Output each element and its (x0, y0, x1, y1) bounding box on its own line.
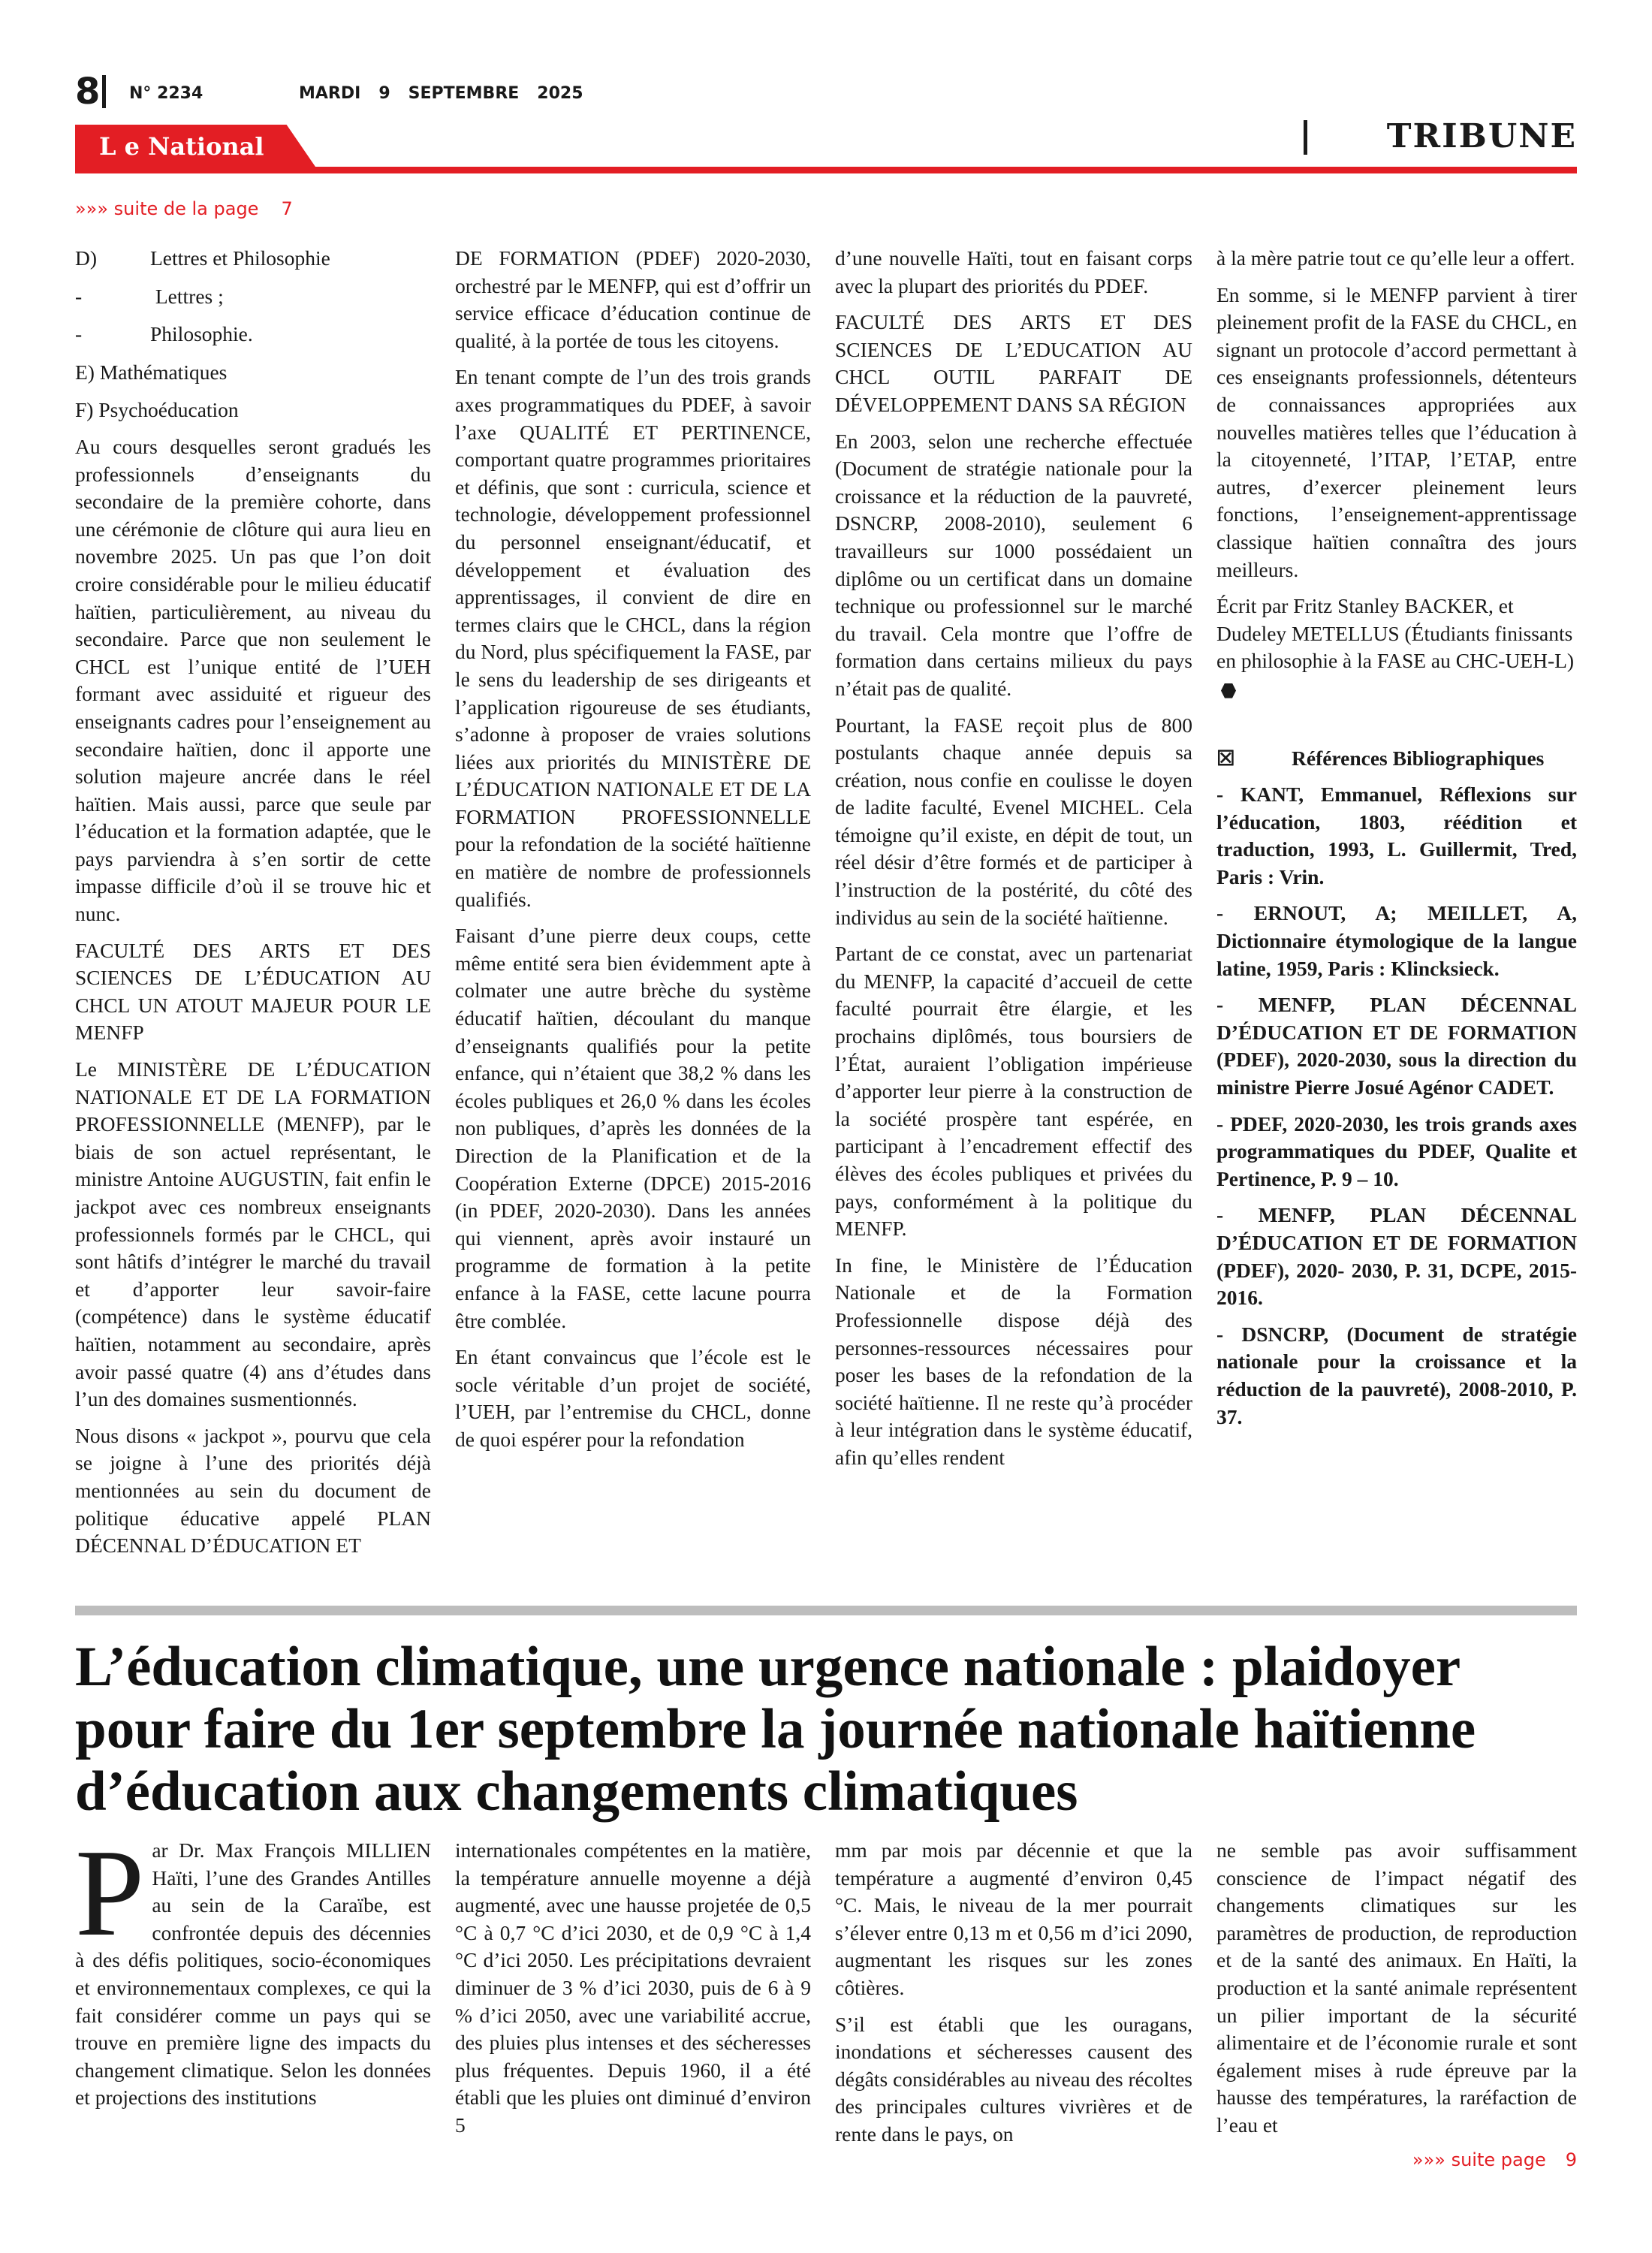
paragraph-text: ar Dr. Max François MILLIEN Haïti, l’une des Grandes Antilles au sein de la Caraïbe, est confrontée depuis des décennies à des défis politiques, socio-économiques et environnementaux complexes, ce qui la fait considérer comme un pays qui se trouve en première ligne des impacts du changement climatique. Selon les données et projections des institutions (75, 1838, 431, 2110)
paragraph: En somme, si le MENFP parvient à tirer pleinement profit de la FASE du CHCL, en signant un protocole d’accord permettant à ces enseignants professionnels, détenteurs de connaissances appropriées aux nouvelles matières telles que l’éducation à la citoyenneté, l’ITAP, l’ETAP, entre autres, d’exercer pleinement leurs fonctions, l’enseignement-apprentissage classique haïtien connaîtra des jours meilleurs. (1216, 282, 1577, 581)
article1-column-4 (1216, 245, 1577, 1440)
article2-column-2 (455, 1837, 811, 2140)
article2-column-3 (835, 1837, 1192, 2149)
subheading: FACULTÉ DES ARTS ET DES SCIENCES DE L’ÉDUCATION AU CHCL UN ATOUT MAJEUR POUR LE MENFP (75, 938, 431, 1045)
reference-item: - ERNOUT, A; MEILLET, A, Dictionnaire étymologique de la langue latine, 1959, Paris : Klincksieck. (1216, 901, 1577, 980)
list-item: F) Psychoéducation (75, 398, 239, 422)
list-key: D) (75, 246, 98, 270)
page-number-divider (102, 75, 106, 108)
continued-to-page: 9 (1565, 2149, 1577, 2170)
subheading: FACULTÉ DES ARTS ET DES SCIENCES DE L’EDUCATION AU CHCL OUTIL PARFAIT DE DÉVELOPPEMENT DANS SA RÉGION (835, 310, 1192, 416)
references (1216, 745, 1577, 1431)
paragraph: Nous disons « jackpot », pourvu que cela se joigne à l’une des priorités déjà mentionnées au sein du document de politique éducative appelé PLAN DÉCENNAL D’ÉDUCATION ET (75, 1423, 431, 1558)
brand-logo-text: L e National (99, 132, 264, 161)
section-divider (1304, 120, 1307, 155)
article2-headline: L’éducation climatique, une urgence nationale : plaidoyer pour faire du 1er septembre la journée nationale haïtienne d’éducation aux changements climatiques (75, 1636, 1476, 1823)
list-item (75, 245, 431, 273)
date-month: SEPTEMBRE (408, 84, 520, 103)
author-text: Écrit par Fritz Stanley BACKER, et Dudeley METELLUS (Étudiants finissants en philosophie à la FASE au CHC-UEH-L) (1216, 594, 1575, 673)
paragraph: ne semble pas avoir suffisamment conscience de l’impact négatif des changements climatiques sur les paramètres de production, de reproduction et de la santé des animaux. En Haïti, la production et la santé animale représentent un pilier important de la sécurité alimentaire et de l’économie rurale et sont également mises à rude épreuve par la hausse des températures, la raréfaction de l’eau et (1216, 1838, 1577, 2137)
continued-to-label: »»» suite page (1412, 2149, 1546, 2170)
reference-item: - MENFP, PLAN DÉCENNAL D’ÉDUCATION ET DE FORMATION (PDEF), 2020-2030, sous la direction du ministre Pierre Josué Agénor CADET. (1216, 993, 1577, 1099)
paragraph (75, 1823, 431, 2112)
date-weekday: MARDI (299, 84, 361, 103)
reference-item: - DSNCRP, (Document de stratégie nationale pour la croissance et la réduction de la pauvreté), 2008-2010, P. 37. (1216, 1322, 1577, 1428)
reference-item: - KANT, Emmanuel, Réflexions sur l’éducation, 1803, réédition et traduction, 1993, L. Guillermit, Tred, Paris : Vrin. (1216, 783, 1577, 888)
section-title: TRIBUNE (1386, 117, 1577, 155)
date-day: 9 (378, 84, 390, 103)
paragraph: Au cours desquelles seront gradués les professionnels d’enseignants du secondaire de la première cohorte, dans une cérémonie de clôture qui aura lieu en novembre 2025. Un pas que l’on doit croire considérable pour le milieu éducatif haïtien, particulièrement, au niveau du secondaire. Parce que non seulement le CHCL est l’unique entité de l’UEH formant avec assiduité et rigueur des enseignants cadres pour l’enseignement au secondaire haïtien, donc il apporte une solution majeure ancrée dans le réel haïtien. Mais aussi, parce que seule par l’éducation et la formation adaptée, que le pays parviendra à s’en sortir de cette impasse difficile d’où il se trouve hic et nunc. (75, 434, 431, 926)
paragraph: Faisant d’une pierre deux coups, cette même entité sera bien évidemment apte à colmater une autre brèche du système éducatif haïtien, découlant du manque d’enseignants qualifiés pour la petite enfance, qui n’étaient que 38,2 % dans les écoles publiques et 26,0 % dans les écoles non publiques, d’après les données de la Direction de la Planification et de la Coopération Externe (DPCE) 2015-2016 (in PDEF, 2020-2030). Dans les années qui viennent, après avoir instauré un programme de formation à la petite enfance à la FASE, cette lacune pourra être comblée. (455, 924, 811, 1332)
list-item (75, 321, 431, 348)
article1-column-1 (75, 245, 431, 1560)
list-key: - (75, 322, 83, 346)
page-number: 8 (75, 71, 101, 113)
list-text: Philosophie. (150, 322, 253, 346)
paragraph: En 2003, selon une recherche effectuée (Document de stratégie nationale pour la croissance et la réduction de la pauvreté, DSNCRP, 2008-2010), seulement 6 travailleurs sur 1000 possédaient un diplôme ou un certificat dans un domaine technique ou professionnel sur le marché du travail. Cela montre que l’offre de formation dans certains milieux du pays n’était pas de qualité. (835, 429, 1192, 700)
paragraph: S’il est établi que les ouragans, inondations et sécheresses causent des dégâts considérables au niveau des récoltes des principales cultures vivrières et de rente dans le pays, on (835, 2012, 1192, 2146)
list-text: Lettres ; (150, 284, 224, 308)
references-title: Références Bibliographiques (1292, 746, 1545, 770)
paragraph: DE FORMATION (PDEF) 2020-2030, orchestré par le MENFP, qui est d’offrir un service efficace d’éducation continue de qualité, à la portée de tous les citoyens. (455, 246, 811, 352)
paragraph: internationales compétentes en la matière, la température annuelle moyenne a déjà augmenté, avec une hausse projetée de 0,5 °C à 0,7 °C d’ici 2030, et de 0,9 °C à 1,4 °C d’ici 2050. Les précipitations devraient diminuer de 3 % d’ici 2030, puis de 6 à 9 % d’ici 2050, avec une variabilité accrue, des pluies plus intenses et des sécheresses plus fréquentes. Depuis 1960, il a été établi que les pluies ont diminué d’environ 5 (455, 1838, 811, 2137)
continued-from-page: 7 (281, 198, 293, 219)
paragraph: mm par mois par décennie et que la température a augmenté d’environ 0,45 °C. Mais, le niveau de la mer pourrait s’élever entre 0,13 m et 0,56 m d’ici 2090, augmentant les risques sur les zones côtières. (835, 1838, 1192, 1999)
article2-column-4 (1216, 1837, 1577, 2140)
reference-item: - MENFP, PLAN DÉCENNAL D’ÉDUCATION ET DE FORMATION (PDEF), 2020- 2030, P. 31, DCPE, 2015-2016. (1216, 1203, 1577, 1310)
author-signature (1216, 593, 1577, 702)
continued-from-label: »»» suite de la page (75, 198, 259, 219)
references-heading (1216, 745, 1577, 773)
paragraph: Pourtant, la FASE reçoit plus de 800 postulants chaque année depuis sa création, nous confie en coulisse le doyen de ladite faculté, Evenel MICHEL. Cela témoigne qu’il existe, en dépit de tout, un réel désir d’être formés et de participer à l’instruction de la postérité, du côté des individus au sein de la société haïtienne. (835, 713, 1192, 929)
list-text: Lettres et Philosophie (150, 246, 330, 270)
date-year: 2025 (537, 84, 583, 103)
list-key: - (75, 284, 83, 308)
reference-item: - PDEF, 2020-2030, les trois grands axes programmatiques du PDEF, Qualite et Pertinence, P. 9 – 10. (1216, 1111, 1577, 1190)
paragraph: à la mère patrie tout ce qu’elle leur a offert. (1216, 246, 1575, 270)
issue-date (299, 84, 601, 103)
issue-number: N° 2234 (129, 84, 203, 103)
checkbox-icon: ☒ (1216, 746, 1235, 770)
paragraph: In fine, le Ministère de l’Éducation Nationale et de la Formation Professionnelle dispose déjà des personnes-ressources nécessaires pour poser les bases de la refondation de la société haïtienne. Il ne reste qu’à procéder à leur intégration dans le système éducatif, afin qu’elles rendent (835, 1253, 1192, 1469)
list-item: E) Mathématiques (75, 360, 228, 384)
paragraph: En tenant compte de l’un des trois grands axes programmatiques du PDEF, à savoir l’axe QUALITÉ ET PERTINENCE, comportant quatre programmes prioritaires et définis, que sont : curricula, science et technologie, développement professionnel du personnel enseignant/éducatif, et développement et évaluation des apprentissages, il convient de dire en termes clairs que le CHCL, dans la région du Nord, plus spécifiquement la FASE, par le sens du leadership de ses dirigeants et l’application rigoureuse de ses étudiants, s’adonne à proposer de vraies solutions liées aux priorités du MINISTÈRE DE L’ÉDUCATION NATIONALE ET DE LA FORMATION PROFESSIONNELLE pour la refondation de la société haïtienne en matière de nombre de professionnels qualifiés. (455, 365, 811, 911)
continued-to[interactable] (1412, 2149, 1577, 2170)
article2-column-1 (75, 1823, 431, 2112)
paragraph: Le MINISTÈRE DE L’ÉDUCATION NATIONALE ET DE LA FORMATION PROFESSIONNELLE (MENFP), par le biais de son actuel représentant, le ministre Antoine AUGUSTIN, fait enfin le jackpot avec ces nombreux enseignants professionnels formés par le CHCL, qui sont hâtifs d’intégrer le marché du travail et d’apporter leur savoir-faire (compétence) dans le système éducatif haïtien, notamment au secondaire, après avoir passé quatre (4) ans d’études dans l’un des domaines susmentionnés. (75, 1057, 431, 1411)
end-mark-icon (1221, 683, 1236, 698)
article-divider (75, 1606, 1577, 1615)
list-item (75, 283, 431, 311)
drop-cap: P (75, 1823, 145, 1962)
paragraph: En étant convaincus que l’école est le socle véritable d’un projet de société, l’UEH, par l’entremise du CHCL, donne de quoi espérer pour la refondation (455, 1345, 811, 1451)
article1-column-3 (835, 245, 1192, 1472)
article1-column-2 (455, 245, 811, 1454)
paragraph: d’une nouvelle Haïti, tout en faisant corps avec la plupart des priorités du PDEF. (835, 246, 1192, 297)
continued-from[interactable] (75, 198, 293, 219)
header-rule (75, 167, 1577, 173)
paragraph: Partant de ce constat, avec un partenariat du MENFP, la capacité d’accueil de cette faculté pourrait être élargie, et les prochains diplômés, tous boursiers de l’État, auraient l’obligation impérieuse d’apporter leur pierre à la construction de la société prospère tant espérée, en participant à l’encadrement effectif des élèves des écoles publiques et privées du pays, conformément à la politique du MENFP. (835, 942, 1192, 1241)
